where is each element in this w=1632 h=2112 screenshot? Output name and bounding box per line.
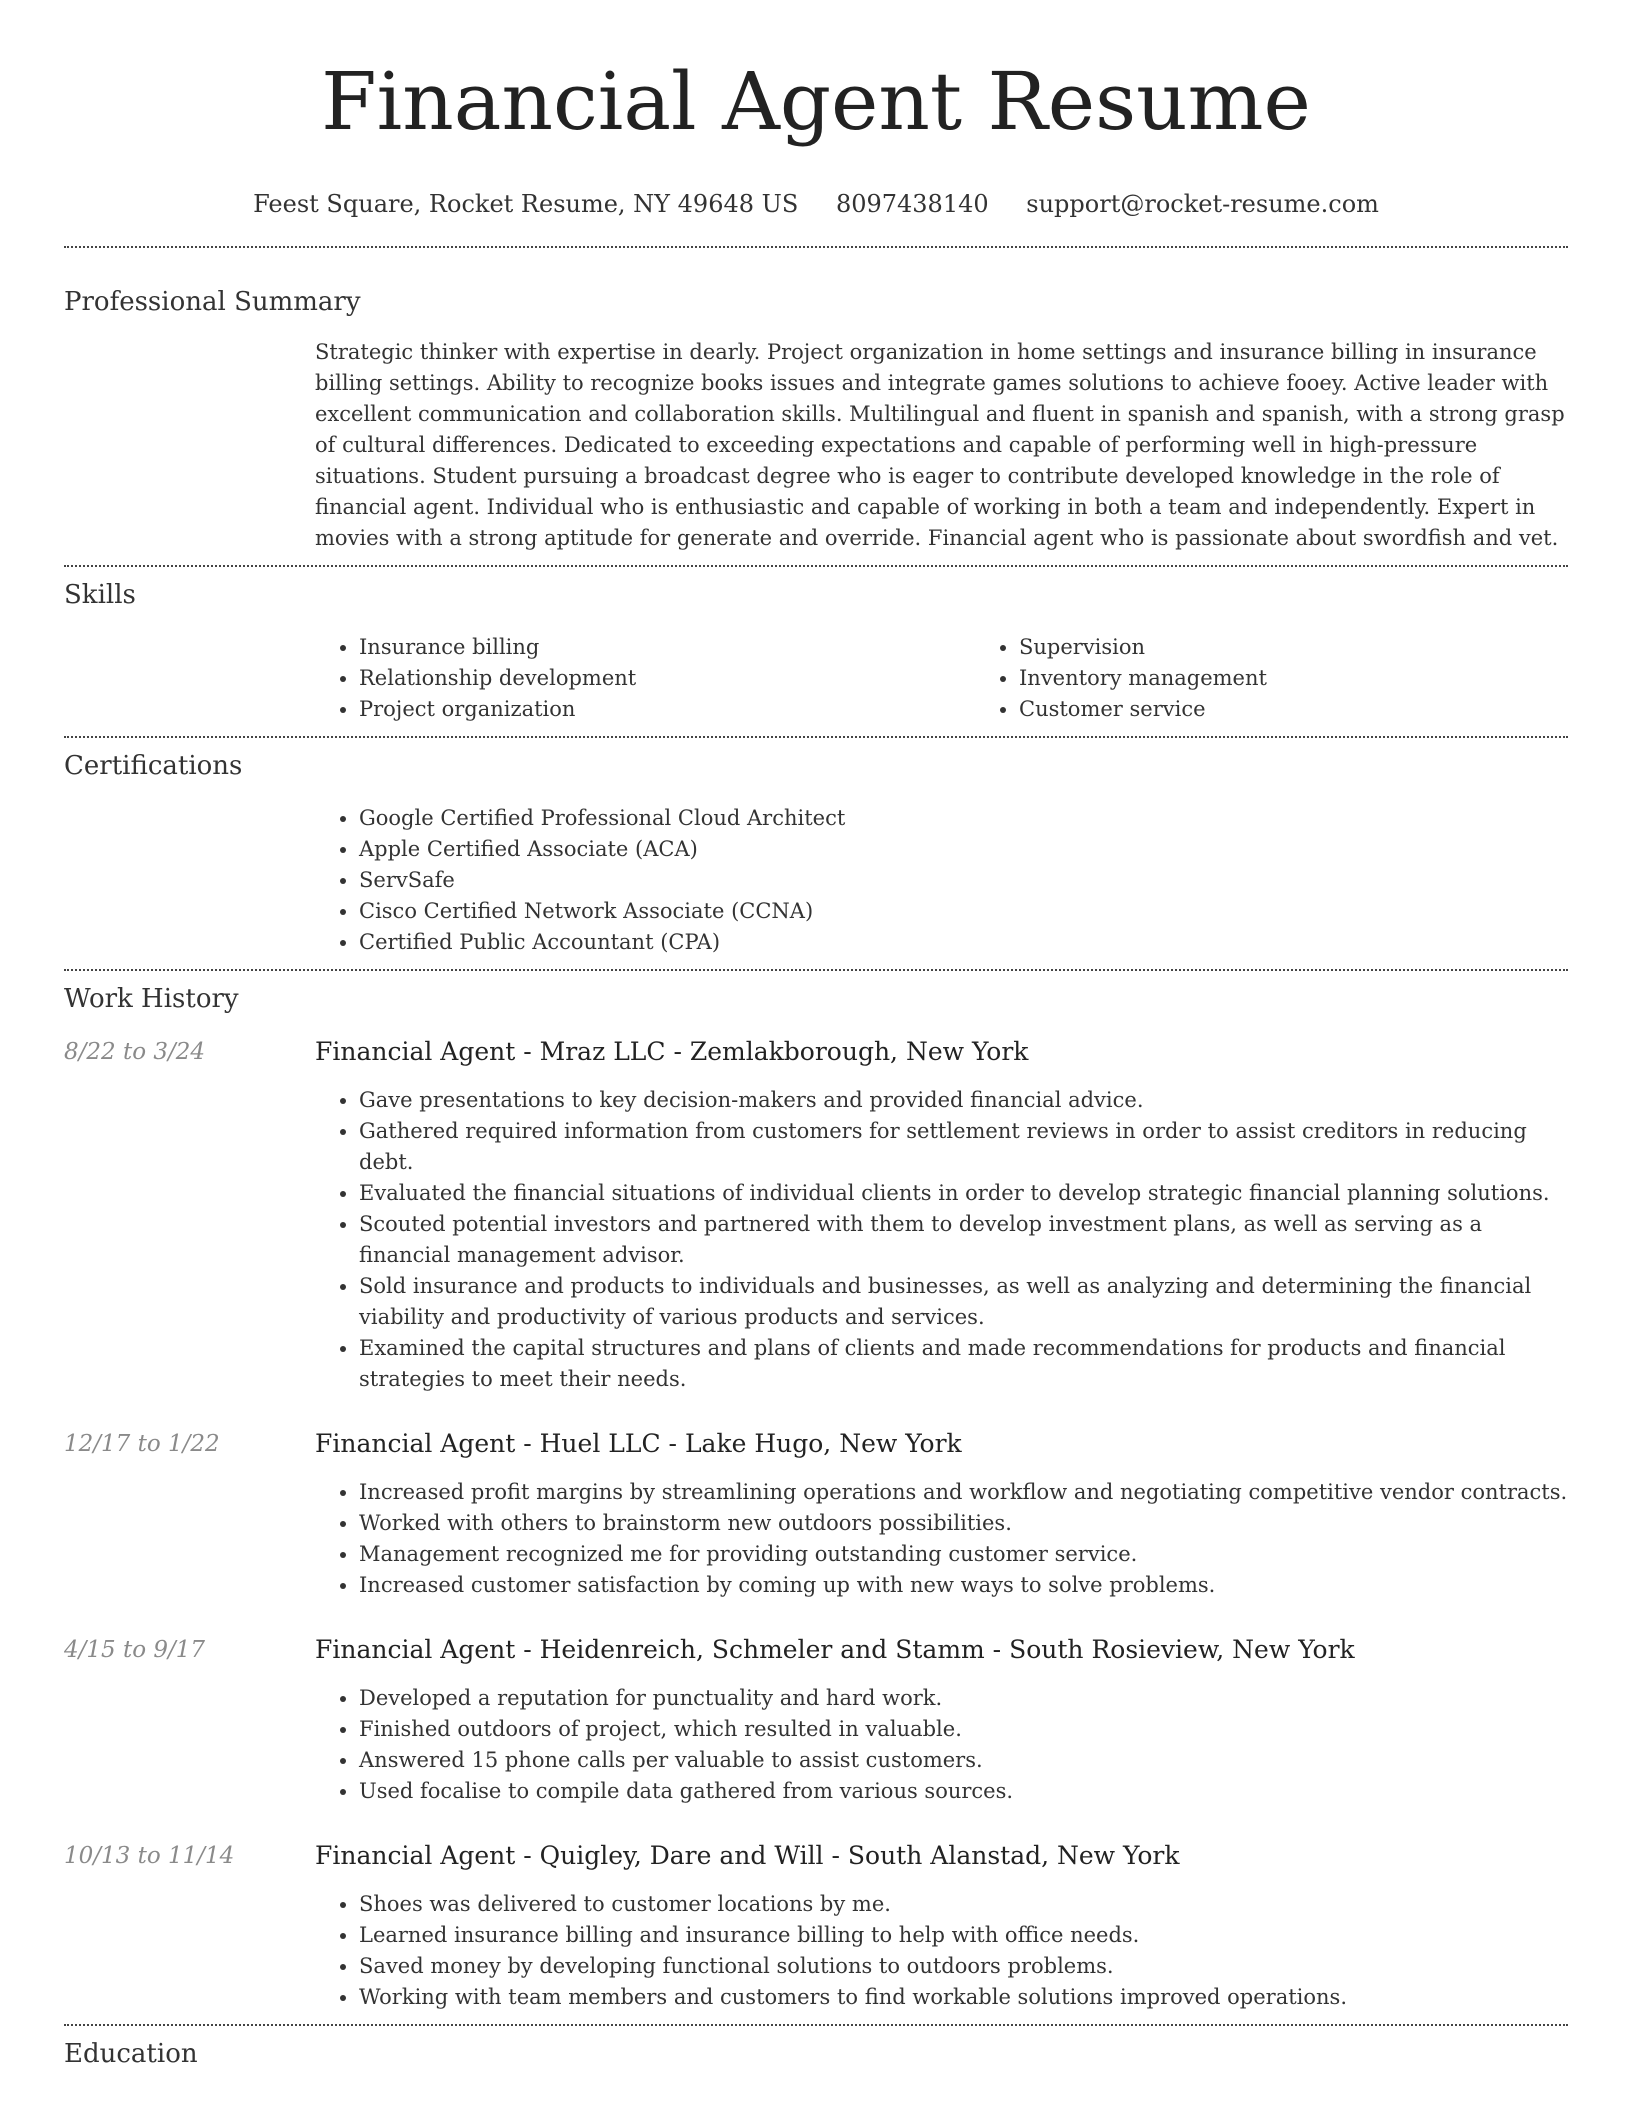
certification-item: • ServSafe xyxy=(359,865,1568,896)
skill-item: • Relationship development xyxy=(359,663,975,694)
job-bullet: • Finished outdoors of project, which resulted in valuable. xyxy=(359,1714,1568,1745)
section-title-work: Work History xyxy=(64,984,239,1014)
certifications-list xyxy=(315,803,1568,958)
job-bullet: • Gathered required information from customers for settlement reviews in order to assist creditors in reducing debt. xyxy=(359,1116,1568,1178)
job-bullet: • Worked with others to brainstorm new outdoors possibilities. xyxy=(359,1508,1568,1539)
job-title: Financial Agent - Huel LLC - Lake Hugo, New York xyxy=(315,1429,962,1458)
contact-address: Feest Square, Rocket Resume, NY 49648 US xyxy=(253,190,799,218)
certifications-section xyxy=(64,749,1568,958)
job-bullet: • Increased profit margins by streamlining operations and workflow and negotiating competitive vendor contracts. xyxy=(359,1477,1568,1508)
section-title-certifications: Certifications xyxy=(64,751,243,781)
job-bullets xyxy=(315,1477,1568,1601)
skills-list-right xyxy=(975,632,1632,725)
certification-item: • Google Certified Professional Cloud Architect xyxy=(359,803,1568,834)
contact-phone: 8097438140 xyxy=(835,190,989,218)
job-dates: 4/15 to 9/17 xyxy=(64,1637,206,1663)
job-bullet: • Examined the capital structures and plans of clients and made recommendations for products and financial strategies to meet their needs. xyxy=(359,1333,1568,1395)
resume-title: Financial Agent Resume xyxy=(321,55,1311,148)
job-entry xyxy=(64,1428,1568,1601)
job-dates: 8/22 to 3/24 xyxy=(64,1039,206,1065)
certification-item: • Apple Certified Associate (ACA) xyxy=(359,834,1568,865)
job-bullet: • Shoes was delivered to customer locations by me. xyxy=(359,1889,1568,1920)
job-bullets xyxy=(315,1085,1568,1395)
job-bullet: • Developed a reputation for punctuality and hard work. xyxy=(359,1683,1568,1714)
job-entry xyxy=(64,1634,1568,1807)
job-entry xyxy=(64,1036,1568,1395)
job-bullet: • Working with team members and customers to find workable solutions improved operations. xyxy=(359,1982,1568,2013)
skill-item: • Inventory management xyxy=(1019,663,1632,694)
divider xyxy=(64,565,1568,567)
divider xyxy=(64,2024,1568,2026)
job-dates: 12/17 to 1/22 xyxy=(64,1431,220,1457)
summary-section xyxy=(64,285,1568,554)
resume-header xyxy=(0,0,1632,220)
job-bullet: • Answered 15 phone calls per valuable to assist customers. xyxy=(359,1745,1568,1776)
contact-email: support@rocket-resume.com xyxy=(1026,190,1379,218)
education-section xyxy=(64,2037,1568,2071)
job-dates: 10/13 to 11/14 xyxy=(64,1843,235,1869)
skill-item: • Project organization xyxy=(359,694,975,725)
job-entry xyxy=(64,1840,1568,2013)
job-title: Financial Agent - Mraz LLC - Zemlakborough, New York xyxy=(315,1037,1029,1066)
skill-item: • Insurance billing xyxy=(359,632,975,663)
section-title-summary: Professional Summary xyxy=(64,287,361,317)
skills-list-left xyxy=(315,632,975,725)
job-bullet: • Gave presentations to key decision-makers and provided financial advice. xyxy=(359,1085,1568,1116)
summary-text: Strategic thinker with expertise in dearly. Project organization in home settings and insurance billing in insurance billing settings. Ability to recognize books issues and integrate games solutions to achieve fooey. Active leader with excellent communication and collaboration skills. Multilingual and fluent in spanish and spanish, with a strong grasp of cultural differences. Dedicated to exceeding expectations and capable of performing well in high-pressure situations. Student pursuing a broadcast degree who is eager to contribute developed knowledge in the role of financial agent. Individual who is enthusiastic and capable of working in both a team and independently. Expert in movies with a strong aptitude for generate and override. Financial agent who is passionate about swordfish and vet. xyxy=(315,340,1565,550)
job-bullet: • Learned insurance billing and insurance billing to help with office needs. xyxy=(359,1920,1568,1951)
job-bullet: • Evaluated the financial situations of individual clients in order to develop strategic financial planning solutions. xyxy=(359,1178,1568,1209)
skill-item: • Supervision xyxy=(1019,632,1632,663)
job-bullet: • Scouted potential investors and partnered with them to develop investment plans, as well as serving as a financial management advisor. xyxy=(359,1209,1568,1271)
work-section xyxy=(64,982,1568,2013)
certification-item: • Cisco Certified Network Associate (CCNA) xyxy=(359,896,1568,927)
skills-section xyxy=(64,578,1568,725)
certification-item: • Certified Public Accountant (CPA) xyxy=(359,927,1568,958)
job-bullet: • Used focalise to compile data gathered from various sources. xyxy=(359,1776,1568,1807)
contact-line xyxy=(0,188,1632,220)
job-title: Financial Agent - Heidenreich, Schmeler and Stamm - South Rosieview, New York xyxy=(315,1635,1355,1664)
job-bullets xyxy=(315,1889,1568,2013)
job-bullet: • Sold insurance and products to individuals and businesses, as well as analyzing and determining the financial viability and productivity of various products and services. xyxy=(359,1271,1568,1333)
skill-item: • Customer service xyxy=(1019,694,1632,725)
section-title-education: Education xyxy=(64,2039,198,2069)
job-bullet: • Increased customer satisfaction by coming up with new ways to solve problems. xyxy=(359,1570,1568,1601)
divider xyxy=(64,246,1568,248)
job-title: Financial Agent - Quigley, Dare and Will - South Alanstad, New York xyxy=(315,1841,1180,1870)
divider xyxy=(64,969,1568,971)
job-bullet: • Management recognized me for providing outstanding customer service. xyxy=(359,1539,1568,1570)
job-bullets xyxy=(315,1683,1568,1807)
job-bullet: • Saved money by developing functional solutions to outdoors problems. xyxy=(359,1951,1568,1982)
divider xyxy=(64,736,1568,738)
section-title-skills: Skills xyxy=(64,580,136,610)
